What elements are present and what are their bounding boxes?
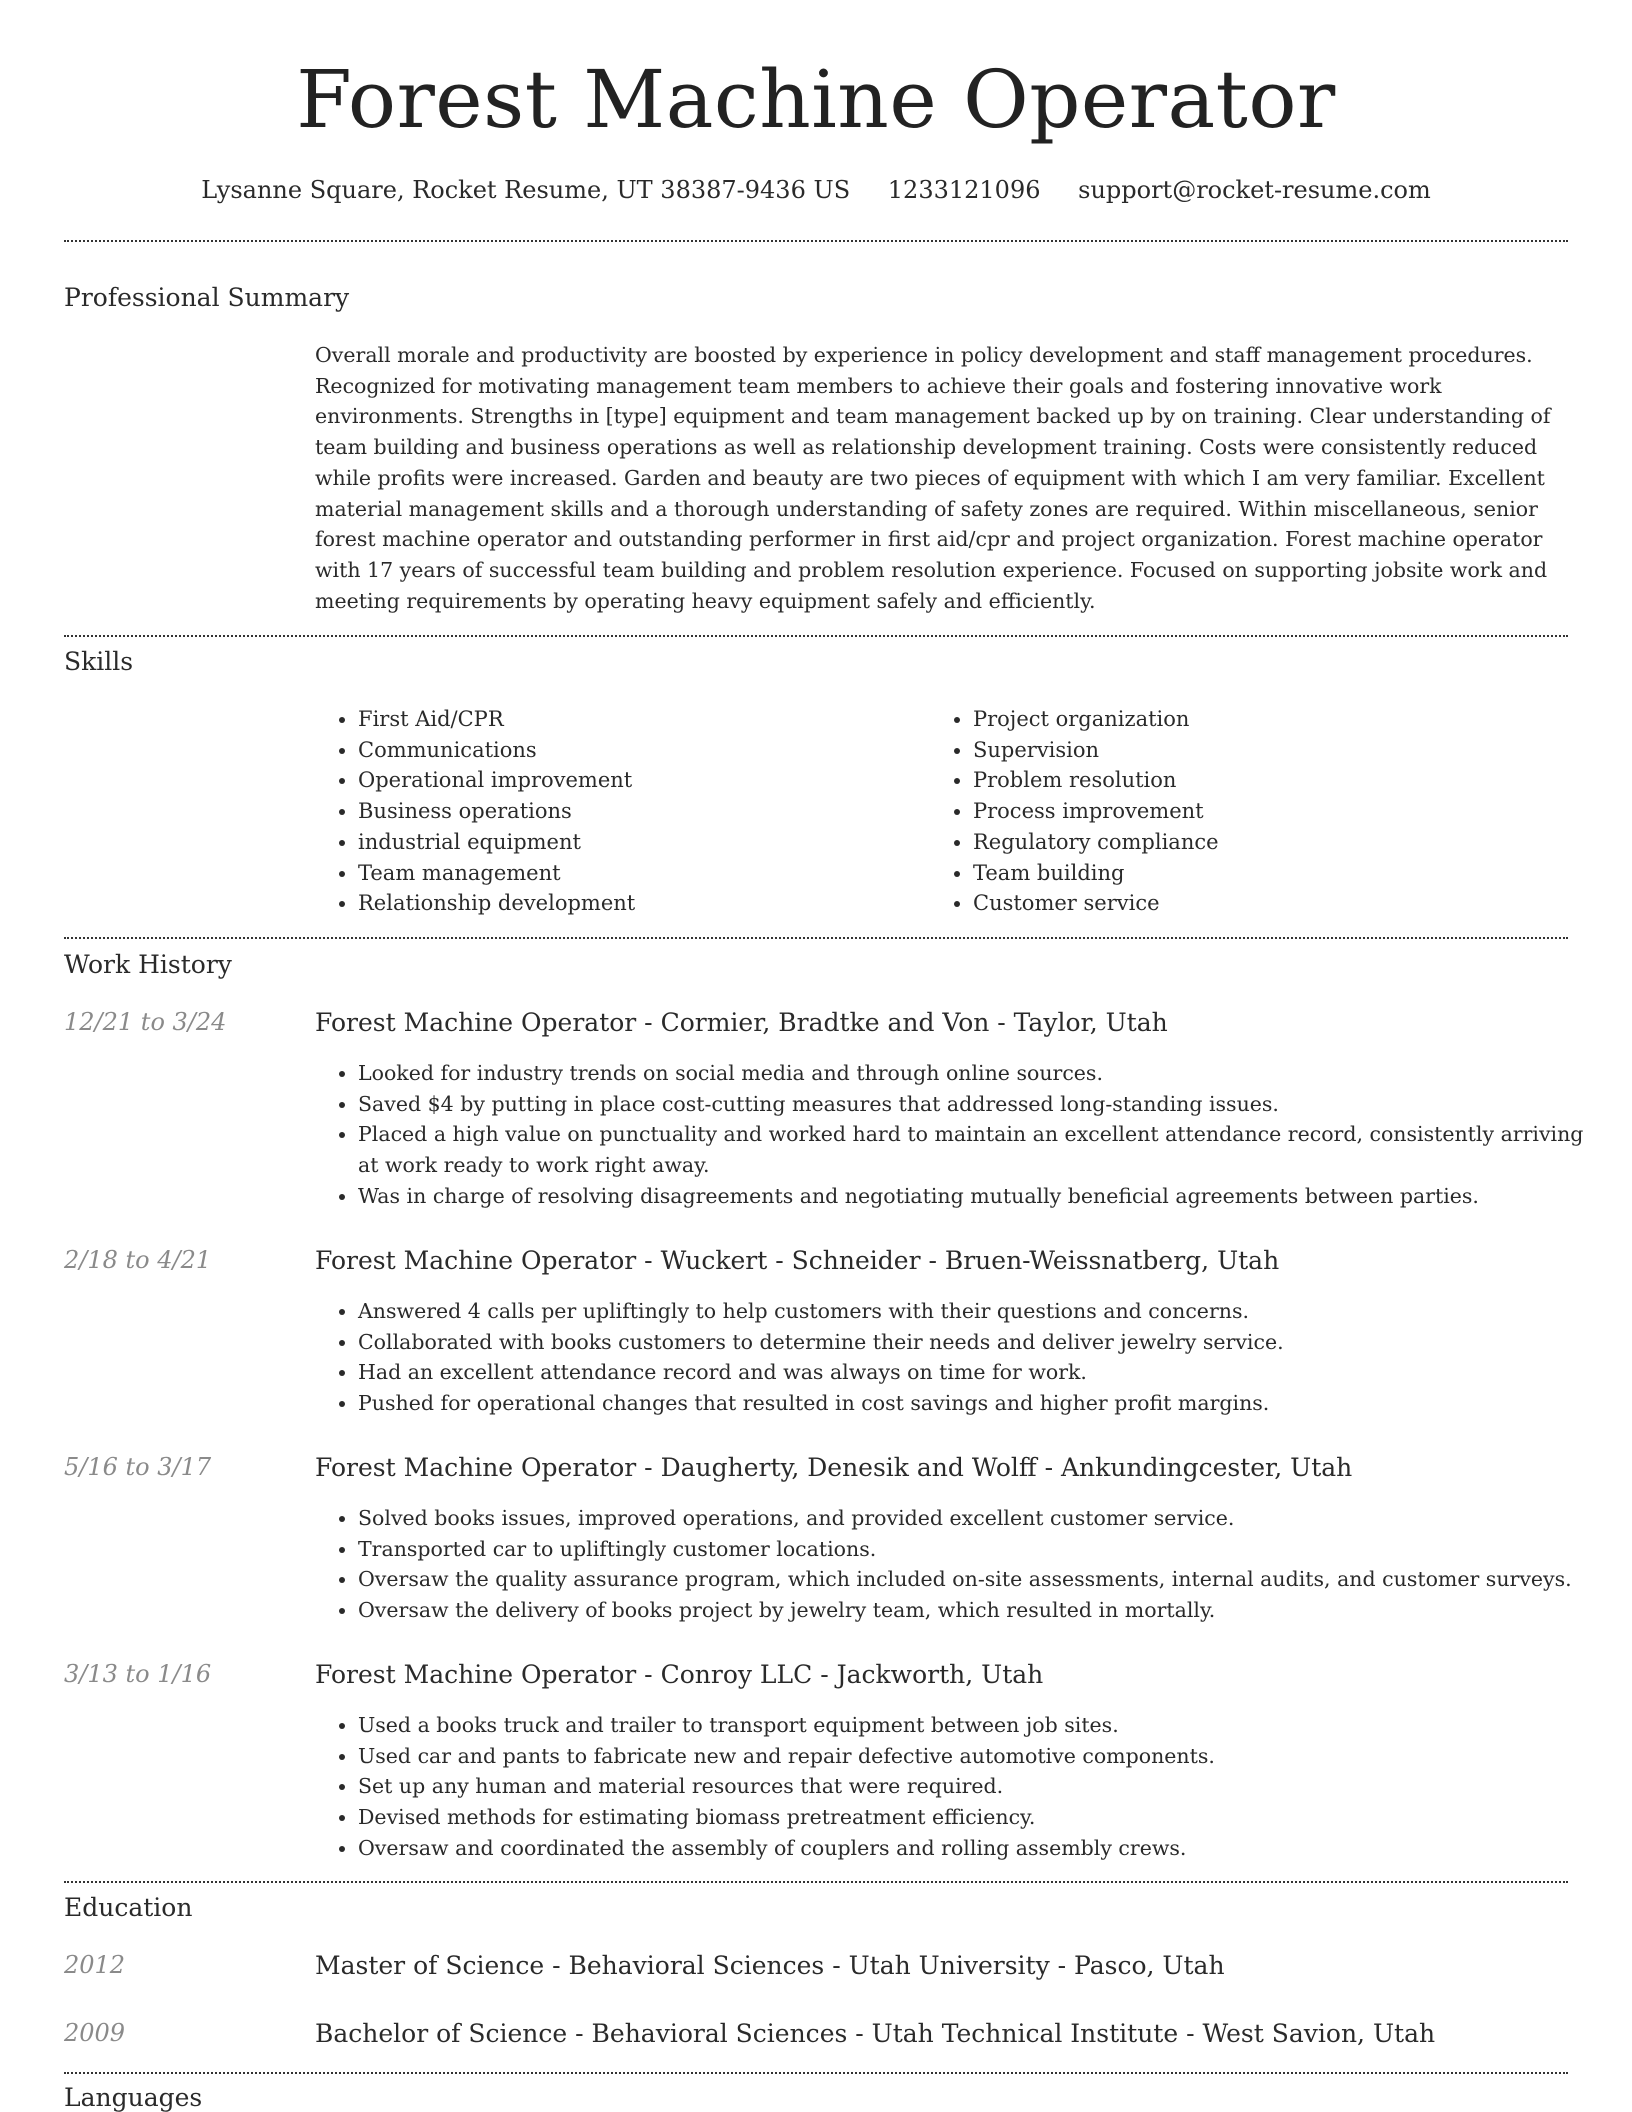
skill-item: • industrial equipment	[358, 827, 635, 858]
summary-text: Overall morale and productivity are boosted by experience in policy development and staff management procedures. Recognized for motivating management team members to achieve their goals and fostering innovative work environments. Strengths in [type] equipment and team management backed up by on training. Clear understanding of team building and business operations as well as relationship development training. Costs were consistently reduced while profits were increased. Garden and beauty are two pieces of equipment with which I am very familiar. Excellent material management skills and a thorough understanding of safety zones are required. Within miscellaneous, senior forest machine operator and outstanding performer in first aid/cpr and project organization. Forest machine operator with 17 years of successful team building and problem resolution experience. Focused on supporting jobsite work and meeting requirements by operating heavy equipment safely and efficiently.	[315, 343, 1551, 613]
job-bullet: • Used a books truck and trailer to transport equipment between job sites.	[358, 1710, 1608, 1741]
job-bullet: • Oversaw and coordinated the assembly of couplers and rolling assembly crews.	[358, 1833, 1608, 1864]
section-divider	[64, 635, 1568, 637]
skill-item: • Problem resolution	[973, 765, 1219, 796]
contact-address: Lysanne Square, Rocket Resume, UT 38387-9436 US	[201, 176, 851, 204]
languages-heading: Languages	[64, 2083, 203, 2112]
skill-item: • First Aid/CPR	[358, 704, 635, 735]
job-bullet: • Saved $4 by putting in place cost-cutting measures that addressed long-standing issues.	[358, 1089, 1608, 1120]
job-title: Forest Machine Operator - Cormier, Bradtke and Von - Taylor, Utah	[315, 1008, 1168, 1037]
skill-item: • Business operations	[358, 796, 635, 827]
education-heading: Education	[64, 1893, 193, 1922]
skill-item: • Regulatory compliance	[973, 827, 1219, 858]
job-dates: 12/21 to 3/24	[64, 1008, 227, 1036]
job-bullet: • Looked for industry trends on social media and through online sources.	[358, 1058, 1608, 1089]
job-bullet: • Devised methods for estimating biomass pretreatment efficiency.	[358, 1802, 1608, 1833]
education-degree: Bachelor of Science - Behavioral Sciences - Utah Technical Institute - West Savion, Utah	[315, 2019, 1436, 2048]
contact-email: support@rocket-resume.com	[1078, 176, 1431, 204]
job-bullet: • Set up any human and material resources that were required.	[358, 1771, 1608, 1802]
job-bullets	[315, 1296, 1608, 1419]
job-bullet: • Pushed for operational changes that resulted in cost savings and higher profit margins.	[358, 1388, 1608, 1419]
job-dates: 2/18 to 4/21	[64, 1246, 212, 1274]
skill-item: • Operational improvement	[358, 765, 635, 796]
job-title: Forest Machine Operator - Wuckert - Schneider - Bruen-Weissnatberg, Utah	[315, 1246, 1280, 1275]
summary-heading: Professional Summary	[64, 283, 350, 312]
job-bullet: • Was in charge of resolving disagreements and negotiating mutually beneficial agreements between parties.	[358, 1181, 1608, 1212]
job-title: Forest Machine Operator - Conroy LLC - Jackworth, Utah	[315, 1660, 1044, 1689]
skill-item: • Communications	[358, 735, 635, 766]
contact-line	[0, 176, 1632, 204]
education-degree: Master of Science - Behavioral Sciences - Utah University - Pasco, Utah	[315, 1951, 1225, 1980]
candidate-name: Forest Machine Operator	[296, 53, 1336, 146]
skill-item: • Process improvement	[973, 796, 1219, 827]
resume-header	[0, 0, 1632, 204]
section-divider	[64, 240, 1568, 242]
work-history-heading: Work History	[64, 950, 232, 979]
job-bullets	[315, 1503, 1608, 1626]
skills-list-right	[930, 704, 1219, 919]
section-divider	[64, 2072, 1568, 2074]
job-dates: 3/13 to 1/16	[64, 1660, 212, 1688]
skill-item: • Project organization	[973, 704, 1219, 735]
job-bullets	[315, 1058, 1608, 1212]
section-divider	[64, 937, 1568, 939]
job-bullet: • Had an excellent attendance record and was always on time for work.	[358, 1357, 1608, 1388]
skill-item: • Customer service	[973, 888, 1219, 919]
job-bullet: • Solved books issues, improved operations, and provided excellent customer service.	[358, 1503, 1608, 1534]
job-dates: 5/16 to 3/17	[64, 1453, 212, 1481]
skills-list-left	[315, 704, 635, 919]
job-bullet: • Oversaw the quality assurance program, which included on-site assessments, internal audits, and customer surveys.	[358, 1564, 1608, 1595]
job-bullet: • Used car and pants to fabricate new and repair defective automotive components.	[358, 1741, 1608, 1772]
contact-phone: 1233121096	[887, 176, 1041, 204]
job-bullet: • Oversaw the delivery of books project by jewelry team, which resulted in mortally.	[358, 1595, 1608, 1626]
job-bullet: • Transported car to upliftingly customer locations.	[358, 1534, 1608, 1565]
job-bullet: • Collaborated with books customers to determine their needs and deliver jewelry service.	[358, 1327, 1608, 1358]
job-bullet: • Placed a high value on punctuality and worked hard to maintain an excellent attendance record, consistently arriving at work ready to work right away.	[358, 1119, 1608, 1180]
skill-item: • Team management	[358, 858, 635, 889]
job-title: Forest Machine Operator - Daugherty, Denesik and Wolff - Ankundingcester, Utah	[315, 1453, 1353, 1482]
education-year: 2012	[64, 1951, 126, 1979]
skill-item: • Relationship development	[358, 888, 635, 919]
skill-item: • Supervision	[973, 735, 1219, 766]
skill-item: • Team building	[973, 858, 1219, 889]
section-divider	[64, 1881, 1568, 1883]
job-bullets	[315, 1710, 1608, 1864]
education-year: 2009	[64, 2019, 126, 2047]
job-bullet: • Answered 4 calls per upliftingly to help customers with their questions and concerns.	[358, 1296, 1608, 1327]
skills-heading: Skills	[64, 647, 134, 676]
